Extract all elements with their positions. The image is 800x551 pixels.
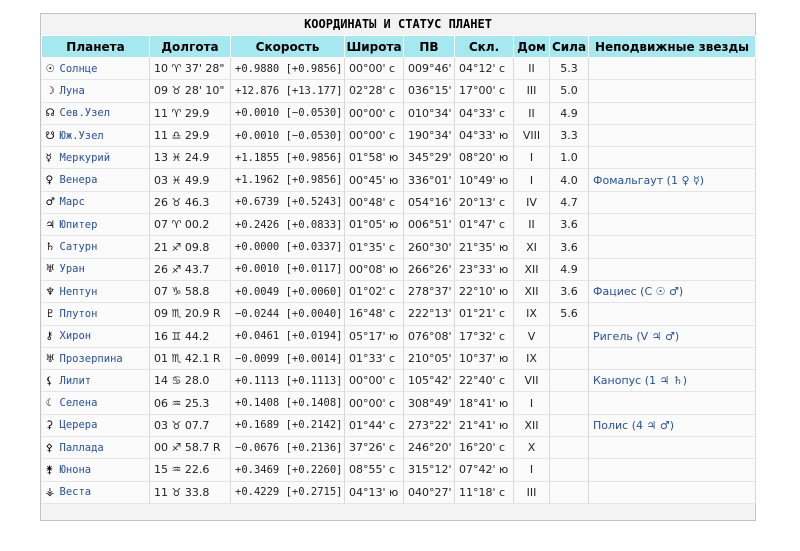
speed-cell [231, 169, 345, 191]
table-row [42, 214, 756, 236]
latitude-cell: 37°26' с [345, 437, 404, 459]
house-cell: I [514, 169, 550, 191]
planet-glyph-icon: ♂ [45, 196, 55, 209]
house-cell: VIII [514, 124, 550, 146]
planet-name-link[interactable]: Веста [59, 486, 92, 499]
longitude-cell: 15 ♒ 22.6 [150, 459, 231, 481]
house-cell: XI [514, 236, 550, 258]
ra-cell: 345°29' [404, 147, 455, 169]
speed-value: +0.3469 [235, 463, 280, 476]
planet-name-link[interactable]: Юнона [59, 463, 92, 476]
planet-cell[interactable] [42, 280, 150, 302]
speed-value: +0.2426 [235, 218, 280, 231]
power-cell: 3.6 [550, 280, 589, 302]
speed-average: [+0.0014] [285, 352, 343, 365]
declination-cell: 04°12' с [455, 58, 514, 80]
table-row [42, 459, 756, 481]
fixed-stars-link[interactable]: Фациес (С ☉ ♂) [589, 280, 756, 302]
fixed-stars-link[interactable] [589, 58, 756, 80]
table-row [42, 169, 756, 191]
declination-cell: 22°40' с [455, 370, 514, 392]
col-header-declination: Скл. [455, 36, 514, 58]
ra-cell: 006°51' [404, 214, 455, 236]
fixed-stars-link[interactable] [589, 214, 756, 236]
speed-value: +0.0461 [235, 330, 280, 343]
fixed-stars-link[interactable] [589, 347, 756, 369]
ra-cell: 076°08' [404, 325, 455, 347]
planet-glyph-icon: ♅ [45, 352, 55, 365]
longitude-cell: 26 ♉ 46.3 [150, 191, 231, 213]
table-row [42, 325, 756, 347]
planet-glyph-icon: ☋ [45, 129, 55, 142]
power-cell [550, 437, 589, 459]
latitude-cell: 01°05' ю [345, 214, 404, 236]
col-header-longitude: Долгота [150, 36, 231, 58]
speed-cell [231, 191, 345, 213]
planet-cell[interactable] [42, 147, 150, 169]
ra-cell: 105°42' [404, 370, 455, 392]
speed-value: +0.1689 [235, 419, 280, 432]
planet-glyph-icon: ♆ [45, 285, 55, 298]
speed-average: [+0.9856] [285, 174, 343, 187]
longitude-cell: 26 ♐ 43.7 [150, 258, 231, 280]
speed-value: +0.1113 [235, 374, 280, 387]
latitude-cell: 01°33' с [345, 347, 404, 369]
fixed-stars-link[interactable] [589, 236, 756, 258]
power-cell: 4.9 [550, 102, 589, 124]
table-row [42, 303, 756, 325]
longitude-cell: 11 ♉ 33.8 [150, 481, 231, 503]
planet-name-link[interactable]: Марс [59, 196, 85, 209]
planet-name-link[interactable]: Уран [59, 263, 85, 276]
planet-cell[interactable] [42, 325, 150, 347]
house-cell: VII [514, 370, 550, 392]
table-row [42, 58, 756, 80]
table-row [42, 392, 756, 414]
house-cell: X [514, 437, 550, 459]
table-row [42, 347, 756, 369]
planet-name-link[interactable]: Луна [59, 84, 85, 97]
planet-cell[interactable] [42, 124, 150, 146]
ra-cell: 266°26' [404, 258, 455, 280]
house-cell: IX [514, 347, 550, 369]
planet-glyph-icon: ♇ [45, 307, 55, 320]
planet-name-link[interactable]: Юж.Узел [59, 129, 104, 142]
latitude-cell: 01°35' с [345, 236, 404, 258]
declination-cell: 18°41' ю [455, 392, 514, 414]
house-cell: III [514, 481, 550, 503]
latitude-cell: 01°02' с [345, 280, 404, 302]
power-cell: 4.9 [550, 258, 589, 280]
ra-cell: 010°34' [404, 102, 455, 124]
speed-value: +0.0010 [235, 129, 280, 142]
planet-name-link[interactable]: Нептун [59, 285, 98, 298]
power-cell [550, 370, 589, 392]
declination-cell: 10°49' ю [455, 169, 514, 191]
fixed-stars-link[interactable]: Фомальгаут (1 ♀ ☿) [589, 169, 756, 191]
house-cell: IV [514, 191, 550, 213]
speed-average: [+13.177] [285, 84, 343, 97]
fixed-stars-link[interactable] [589, 147, 756, 169]
planet-name-link[interactable]: Солнце [59, 62, 98, 75]
col-header-power: Сила [550, 36, 589, 58]
power-cell [550, 459, 589, 481]
planet-glyph-icon: ♃ [45, 218, 55, 231]
fixed-stars-link[interactable] [589, 102, 756, 124]
longitude-cell: 06 ♒ 25.3 [150, 392, 231, 414]
speed-cell [231, 459, 345, 481]
planet-glyph-icon: ☾ [45, 397, 55, 410]
power-cell [550, 325, 589, 347]
fixed-stars-link[interactable] [589, 303, 756, 325]
speed-value: +0.0010 [235, 107, 280, 120]
declination-cell: 23°33' ю [455, 258, 514, 280]
col-header-ra: ПВ [404, 36, 455, 58]
house-cell: II [514, 214, 550, 236]
speed-value: −0.0099 [235, 352, 280, 365]
table-row [42, 124, 756, 146]
table-row [42, 102, 756, 124]
power-cell [550, 347, 589, 369]
power-cell: 1.0 [550, 147, 589, 169]
planet-glyph-icon: ☽ [45, 84, 55, 97]
latitude-cell: 08°55' с [345, 459, 404, 481]
table-row [42, 370, 756, 392]
speed-average: [+0.0117] [285, 263, 343, 276]
longitude-cell: 16 ♊ 44.2 [150, 325, 231, 347]
latitude-cell: 00°00' с [345, 392, 404, 414]
speed-value: +12.876 [235, 84, 280, 97]
planet-glyph-icon: ⚵ [45, 463, 54, 476]
planet-cell[interactable] [42, 303, 150, 325]
ra-cell: 315°12' [404, 459, 455, 481]
power-cell [550, 481, 589, 503]
longitude-cell: 11 ♎ 29.9 [150, 124, 231, 146]
speed-average: [+0.9856] [285, 151, 343, 164]
declination-cell: 07°42' ю [455, 459, 514, 481]
latitude-cell: 02°28' с [345, 80, 404, 102]
col-header-latitude: Широта [345, 36, 404, 58]
planet-name-link[interactable]: Хирон [59, 330, 92, 343]
power-cell [550, 392, 589, 414]
speed-average: [+0.2260] [285, 463, 343, 476]
planet-cell[interactable] [42, 370, 150, 392]
planet-glyph-icon: ⚳ [45, 419, 54, 432]
house-cell: I [514, 392, 550, 414]
longitude-cell: 03 ♉ 07.7 [150, 414, 231, 436]
speed-value: +0.4229 [235, 486, 280, 499]
planet-name-link[interactable]: Венера [59, 174, 98, 187]
col-header-planet: Планета [42, 36, 150, 58]
planet-cell[interactable] [42, 236, 150, 258]
ra-cell: 190°34' [404, 124, 455, 146]
speed-cell [231, 236, 345, 258]
latitude-cell: 00°08' ю [345, 258, 404, 280]
fixed-stars-link[interactable] [589, 481, 756, 503]
longitude-cell: 01 ♏ 42.1 R [150, 347, 231, 369]
power-cell: 5.0 [550, 80, 589, 102]
speed-cell [231, 437, 345, 459]
latitude-cell: 01°58' ю [345, 147, 404, 169]
planet-cell[interactable] [42, 414, 150, 436]
speed-average: [−0.0530] [285, 107, 343, 120]
speed-cell [231, 325, 345, 347]
table-row [42, 437, 756, 459]
longitude-cell: 14 ♋ 28.0 [150, 370, 231, 392]
latitude-cell: 04°13' ю [345, 481, 404, 503]
ra-cell: 273°22' [404, 414, 455, 436]
power-cell: 3.3 [550, 124, 589, 146]
planet-cell[interactable] [42, 459, 150, 481]
planet-name-link[interactable]: Плутон [59, 307, 98, 320]
longitude-cell: 21 ♐ 09.8 [150, 236, 231, 258]
house-cell: I [514, 147, 550, 169]
declination-cell: 21°35' ю [455, 236, 514, 258]
ra-cell: 308°49' [404, 392, 455, 414]
declination-cell: 01°47' с [455, 214, 514, 236]
planet-glyph-icon: ⚸ [45, 374, 54, 387]
speed-value: +1.1855 [235, 151, 280, 164]
speed-average: [+0.2715] [285, 486, 343, 499]
ra-cell: 040°27' [404, 481, 455, 503]
planet-glyph-icon: ☊ [45, 107, 55, 120]
table-row [42, 80, 756, 102]
latitude-cell: 00°00' с [345, 58, 404, 80]
table-row [42, 147, 756, 169]
table-row [42, 280, 756, 302]
planet-cell[interactable] [42, 437, 150, 459]
house-cell: XII [514, 414, 550, 436]
power-cell: 4.0 [550, 169, 589, 191]
declination-cell: 04°33' с [455, 102, 514, 124]
table-row [42, 414, 756, 436]
speed-value: +1.1962 [235, 174, 280, 187]
speed-cell [231, 481, 345, 503]
declination-cell: 16°20' с [455, 437, 514, 459]
declination-cell: 20°13' с [455, 191, 514, 213]
speed-value: +0.0000 [235, 241, 280, 254]
planet-glyph-icon: ☉ [45, 62, 55, 75]
speed-average: [−0.0530] [285, 129, 343, 142]
declination-cell: 08°20' ю [455, 147, 514, 169]
planet-cell[interactable] [42, 102, 150, 124]
planet-name-link[interactable]: Паллада [59, 441, 104, 454]
ra-cell: 009°46' [404, 58, 455, 80]
declination-cell: 17°00' с [455, 80, 514, 102]
declination-cell: 17°32' с [455, 325, 514, 347]
planet-cell[interactable] [42, 258, 150, 280]
planet-cell[interactable] [42, 214, 150, 236]
col-header-speed: Скорость [231, 36, 345, 58]
planet-cell[interactable] [42, 58, 150, 80]
speed-cell [231, 124, 345, 146]
latitude-cell: 01°44' с [345, 414, 404, 436]
ra-cell: 036°15' [404, 80, 455, 102]
col-header-fixed-stars: Неподвижные звезды [589, 36, 756, 58]
speed-average: [+0.9856] [285, 62, 343, 75]
house-cell: V [514, 325, 550, 347]
speed-cell [231, 58, 345, 80]
speed-average: [+0.0833] [285, 218, 343, 231]
col-header-house: Дом [514, 36, 550, 58]
speed-cell [231, 147, 345, 169]
speed-value: +0.9880 [235, 62, 280, 75]
latitude-cell: 00°00' с [345, 102, 404, 124]
power-cell: 3.6 [550, 214, 589, 236]
latitude-cell: 00°45' ю [345, 169, 404, 191]
planet-name-link[interactable]: Селена [59, 397, 98, 410]
ra-cell: 336°01' [404, 169, 455, 191]
house-cell: I [514, 459, 550, 481]
longitude-cell: 09 ♏ 20.9 R [150, 303, 231, 325]
declination-cell: 11°18' с [455, 481, 514, 503]
house-cell: II [514, 102, 550, 124]
planet-name-link[interactable]: Сев.Узел [59, 107, 111, 120]
planet-glyph-icon: ⚶ [45, 486, 55, 499]
speed-average: [+0.1113] [285, 374, 343, 387]
planet-glyph-icon: ☿ [45, 151, 52, 164]
latitude-cell: 00°00' с [345, 124, 404, 146]
speed-cell [231, 370, 345, 392]
planet-table [41, 35, 756, 504]
speed-average: [+0.0040] [285, 307, 343, 320]
house-cell: III [514, 80, 550, 102]
table-row [42, 258, 756, 280]
speed-average: [+0.1408] [285, 397, 343, 410]
longitude-cell: 13 ♓ 24.9 [150, 147, 231, 169]
latitude-cell: 00°48' с [345, 191, 404, 213]
longitude-cell: 10 ♈ 37' 28" [150, 58, 231, 80]
planet-name-link[interactable]: Прозерпина [59, 352, 123, 365]
power-cell [550, 414, 589, 436]
fixed-stars-link[interactable] [589, 124, 756, 146]
ra-cell: 210°05' [404, 347, 455, 369]
power-cell: 3.6 [550, 236, 589, 258]
planet-status-panel [40, 13, 756, 521]
speed-value: −0.0244 [235, 307, 280, 320]
fixed-stars-link[interactable] [589, 80, 756, 102]
declination-cell: 21°41' ю [455, 414, 514, 436]
table-row [42, 191, 756, 213]
speed-value: +0.1408 [235, 397, 280, 410]
speed-cell [231, 280, 345, 302]
table-row [42, 481, 756, 503]
declination-cell: 04°33' ю [455, 124, 514, 146]
planet-name-link[interactable]: Юпитер [59, 218, 98, 231]
ra-cell: 278°37' [404, 280, 455, 302]
fixed-stars-link[interactable] [589, 392, 756, 414]
power-cell: 4.7 [550, 191, 589, 213]
house-cell: XII [514, 258, 550, 280]
house-cell: IX [514, 303, 550, 325]
planet-glyph-icon: ♅ [45, 263, 55, 276]
speed-cell [231, 214, 345, 236]
planet-name-link[interactable]: Церера [59, 419, 98, 432]
longitude-cell: 09 ♉ 28' 10" [150, 80, 231, 102]
power-cell: 5.3 [550, 58, 589, 80]
fixed-stars-link[interactable] [589, 191, 756, 213]
speed-average: [+0.2142] [285, 419, 343, 432]
planet-cell[interactable] [42, 191, 150, 213]
ra-cell: 260°30' [404, 236, 455, 258]
speed-cell [231, 80, 345, 102]
table-row [42, 236, 756, 258]
longitude-cell: 07 ♈ 00.2 [150, 214, 231, 236]
latitude-cell: 05°17' ю [345, 325, 404, 347]
planet-cell[interactable] [42, 347, 150, 369]
latitude-cell: 00°00' с [345, 370, 404, 392]
declination-cell: 22°10' ю [455, 280, 514, 302]
speed-cell [231, 102, 345, 124]
speed-average: [+0.2136] [285, 441, 343, 454]
fixed-stars-link[interactable] [589, 258, 756, 280]
ra-cell: 246°20' [404, 437, 455, 459]
power-cell: 5.6 [550, 303, 589, 325]
fixed-stars-link[interactable] [589, 437, 756, 459]
planet-glyph-icon: ⚷ [45, 330, 54, 343]
planet-cell[interactable] [42, 169, 150, 191]
planet-cell[interactable] [42, 80, 150, 102]
planet-glyph-icon: ♀ [45, 174, 54, 187]
ra-cell: 054°16' [404, 191, 455, 213]
speed-value: +0.0049 [235, 285, 280, 298]
table-title: КООРДИНАТЫ И СТАТУС ПЛАНЕТ [304, 17, 492, 31]
fixed-stars-link[interactable] [589, 459, 756, 481]
speed-cell [231, 414, 345, 436]
longitude-cell: 11 ♈ 29.9 [150, 102, 231, 124]
fixed-stars-link[interactable]: Полис (4 ♃ ♂) [589, 414, 756, 436]
speed-average: [+0.5243] [285, 196, 343, 209]
fixed-stars-link[interactable]: Ригель (V ♃ ♂) [589, 325, 756, 347]
speed-value: +0.6739 [235, 196, 280, 209]
speed-cell [231, 347, 345, 369]
ra-cell: 222°13' [404, 303, 455, 325]
planet-glyph-icon: ♄ [45, 241, 55, 254]
planet-cell[interactable] [42, 392, 150, 414]
latitude-cell: 16°48' с [345, 303, 404, 325]
house-cell: II [514, 58, 550, 80]
planet-name-link[interactable]: Лилит [59, 374, 92, 387]
speed-average: [+0.0337] [285, 241, 343, 254]
speed-average: [+0.0060] [285, 285, 343, 298]
longitude-cell: 07 ♑ 58.8 [150, 280, 231, 302]
planet-cell[interactable] [42, 481, 150, 503]
speed-value: +0.0010 [235, 263, 280, 276]
speed-cell [231, 303, 345, 325]
fixed-stars-link[interactable]: Канопус (1 ♃ ♄) [589, 370, 756, 392]
speed-value: −0.0676 [235, 441, 280, 454]
declination-cell: 01°21' с [455, 303, 514, 325]
longitude-cell: 03 ♓ 49.9 [150, 169, 231, 191]
planet-name-link[interactable]: Меркурий [59, 151, 111, 164]
longitude-cell: 00 ♐ 58.7 R [150, 437, 231, 459]
speed-cell [231, 392, 345, 414]
header-row [42, 36, 756, 58]
speed-average: [+0.0194] [285, 330, 343, 343]
declination-cell: 10°37' ю [455, 347, 514, 369]
house-cell: XII [514, 280, 550, 302]
speed-cell [231, 258, 345, 280]
planet-name-link[interactable]: Сатурн [59, 241, 98, 254]
planet-glyph-icon: ⚴ [45, 441, 54, 454]
